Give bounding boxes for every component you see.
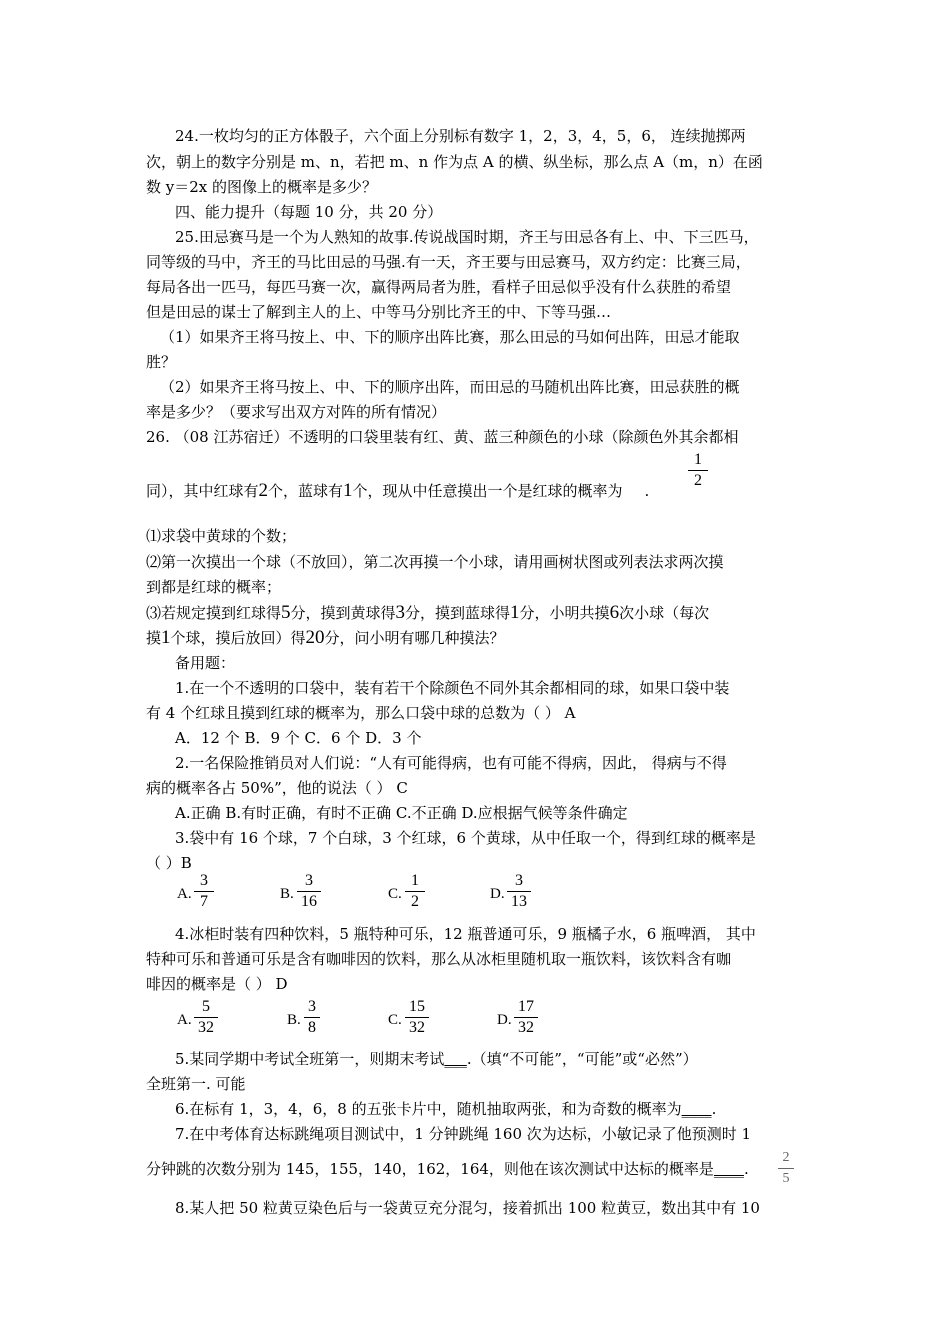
fraction-denominator: 2 [694, 472, 702, 489]
spare-q3-option-a-fraction [194, 872, 214, 911]
fraction-numerator: 15 [409, 998, 425, 1015]
fraction-denominator: 2 [411, 893, 419, 910]
spare-q2-line1: 2.一名保险推销员对人们说：“人有可能得病，也有可能不得病，因此， 得病与不得 [175, 754, 727, 772]
q26-sub3-line1 [146, 603, 709, 623]
q26-number: 20 [305, 627, 325, 648]
fraction-denominator: 7 [200, 893, 208, 910]
fraction-bar [688, 470, 708, 471]
spare-heading: 备用题： [175, 654, 236, 672]
fraction-bar [194, 1017, 218, 1018]
fraction-numerator: 1 [411, 872, 419, 889]
q26-text: 个，蓝球有 [268, 482, 344, 500]
spare-q7-line2 [146, 1159, 749, 1179]
spare-q8-line1: 8.某人把 50 粒黄豆染色后与一袋黄豆充分混匀，接着抓出 100 粒黄豆，数出其中有 10 [175, 1199, 760, 1217]
spare-q6 [175, 1099, 716, 1119]
spare-q7-text: . [743, 1160, 749, 1178]
q24-line1: 24.一枚均匀的正方体骰子，六个面上分别标有数字 1，2，3，4，5，6， 连续抛掷两 [175, 127, 746, 145]
q25-part1-line1: （1）如果齐王将马按上、中、下的顺序出阵比赛，那么田忌的马如何出阵，田忌才能取 [160, 328, 740, 346]
q26-number: 6 [609, 602, 620, 623]
spare-q6-text: 6.在标有 1，3，4，6，8 的五张卡片中，随机抽取两张，和为奇数的概率为 [175, 1100, 682, 1118]
spare-q4-option-b-fraction [304, 998, 320, 1037]
spare-q7-text: 分钟跳的次数分别为 145，155，140，162，164，则他在该次测试中达标的概率是 [146, 1160, 714, 1178]
spare-q3-line1: 3.袋中有 16 个球，7 个白球，3 个红球，6 个黄球，从中任取一个，得到红球的概率是 [175, 829, 756, 847]
answer-blank: ____ [713, 1160, 744, 1178]
answer-blank: ___ [444, 1050, 467, 1068]
spare-q4-option-c-label: C. [388, 1012, 402, 1028]
spare-q4-option-a-fraction [194, 998, 218, 1037]
fraction-numerator: 3 [308, 998, 316, 1015]
q26-text: 个球，摸后放回）得 [170, 629, 306, 647]
q26-sub2-line1: ⑵第一次摸出一个球（不放回），第二次再摸一个小球，请用画树状图或列表法求两次摸 [146, 553, 724, 571]
fraction-bar [405, 891, 425, 892]
q26-red-count: 2 [258, 480, 269, 501]
fraction-numerator: 3 [200, 872, 208, 889]
fraction-bar [405, 1017, 429, 1018]
fraction-numerator: 3 [515, 872, 523, 889]
q25-line4: 但是田忌的谋士了解到主人的上、中等马分别比齐王的中、下等马强… [146, 303, 612, 321]
fraction-denominator: 8 [308, 1019, 316, 1036]
spare-q4-option-a-label: A. [177, 1012, 192, 1028]
q26-number: 5 [281, 602, 291, 623]
q26-blue-count: 1 [343, 480, 353, 501]
fraction-denominator: 32 [198, 1019, 214, 1036]
fraction-bar [507, 891, 531, 892]
fraction-denominator: 13 [511, 893, 527, 910]
q24-line2: 次，朝上的数字分别是 m、n，若把 m、n 作为点 A 的横、纵坐标，那么点 A（m，n）在函 [146, 153, 763, 171]
q26-line1: 26. （08 江苏宿迁）不透明的口袋里装有红、黄、蓝三种颜色的小球（除颜色外其余都相 [146, 428, 739, 446]
spare-q2-line2: 病的概率各占 50%”，他的说法（ ） C [146, 779, 408, 797]
q26-text: 摸 [146, 629, 162, 647]
fraction-bar [304, 1017, 320, 1018]
spare-q5-line2: 全班第一. 可能 [146, 1075, 246, 1093]
spare-q3-option-c-label: C. [388, 886, 402, 902]
spare-q4-option-c-fraction [405, 998, 429, 1037]
spare-q4-option-b-label: B. [287, 1012, 301, 1028]
spare-q4-option-d-fraction [514, 998, 538, 1037]
spare-q1-options: A．12 个 B．9 个 C．6 个 D．3 个 [175, 729, 422, 747]
fraction-numerator: 3 [305, 872, 313, 889]
fraction-bar [297, 891, 321, 892]
q25-part2-line1: （2）如果齐王将马按上、中、下的顺序出阵，而田忌的马随机出阵比赛，田忌获胜的概 [160, 378, 740, 396]
spare-q6-text: . [711, 1100, 717, 1118]
q26-period: . [644, 482, 650, 500]
q26-text: 分，问小明有哪几种摸法？ [324, 629, 505, 647]
fraction-numerator: 2 [782, 1150, 790, 1165]
q26-text: 分，摸到黄球得 [290, 604, 396, 622]
q26-text: 次小球（每次 [619, 604, 710, 622]
q26-number: 1 [510, 602, 520, 623]
spare-q3-option-b-fraction [297, 872, 321, 911]
fraction-bar [194, 891, 214, 892]
spare-q3-option-b-label: B. [280, 886, 294, 902]
q26-sub2-line2: 到都是红球的概率； [146, 578, 282, 596]
q26-text: 个，现从中任意摸出一个是红球的概率为 [352, 482, 623, 500]
answer-blank: ____ [681, 1100, 712, 1118]
spare-q3-line2: （ ）B [146, 854, 192, 872]
fraction-numerator: 1 [694, 451, 702, 468]
spare-q4-line1: 4.冰柜时装有四种饮料，5 瓶特种可乐，12 瓶普通可乐，9 瓶橘子水，6 瓶啤酒， 其中 [175, 925, 756, 943]
q25-part1-line2: 胜？ [146, 353, 177, 371]
spare-q7-answer-fraction [778, 1149, 794, 1188]
q26-sub1: ⑴求袋中黄球的个数； [146, 527, 297, 545]
fraction-denominator: 32 [518, 1019, 534, 1036]
spare-q4-line3: 啡因的概率是（ ） D [146, 975, 288, 993]
section-heading: 四、能力提升（每题 10 分，共 20 分） [175, 203, 443, 221]
spare-q5-text: 5.某同学期中考试全班第一，则期末考试 [175, 1050, 445, 1068]
spare-q1-line2: 有 4 个红球且摸到红球的概率为，那么口袋中球的总数为（ ） A [146, 704, 576, 722]
q26-text: 同），其中红球有 [146, 482, 259, 500]
spare-q3-option-d-fraction [507, 872, 531, 911]
spare-q4-line2: 特种可乐和普通可乐是含有咖啡因的饮料，那么从冰柜里随机取一瓶饮料，该饮料含有咖 [146, 950, 732, 968]
q26-text: 分，摸到蓝球得 [405, 604, 511, 622]
fraction-bar [778, 1168, 794, 1169]
fraction-denominator: 5 [782, 1171, 790, 1186]
fraction-numerator: 5 [202, 998, 210, 1015]
q26-probability-fraction [688, 451, 708, 490]
spare-q1-line1: 1.在一个不透明的口袋中，装有若干个除颜色不同外其余都相同的球，如果口袋中装 [175, 679, 730, 697]
spare-q7-line1: 7.在中考体育达标跳绳项目测试中，1 分钟跳绳 160 次为达标，小敏记录了他预测时 1 [175, 1125, 752, 1143]
spare-q3-option-d-label: D. [490, 886, 505, 902]
fraction-denominator: 16 [301, 893, 317, 910]
spare-q4-option-d-label: D. [497, 1012, 512, 1028]
spare-q3-option-a-label: A. [177, 886, 192, 902]
q26-number: 3 [395, 602, 406, 623]
spare-q5-line1 [175, 1049, 698, 1069]
q24-line3: 数 y＝2x 的图像上的概率是多少？ [146, 178, 378, 196]
fraction-denominator: 32 [409, 1019, 425, 1036]
q26-text: ⑶若规定摸到红球得 [146, 604, 282, 622]
q25-line3: 每局各出一匹马，每匹马赛一次，赢得两局者为胜，看样子田忌似乎没有什么获胜的希望 [146, 278, 732, 296]
q26-number: 1 [161, 627, 171, 648]
q25-part2-line2: 率是多少？（要求写出双方对阵的所有情况） [146, 403, 447, 421]
q25-line2: 同等级的马中，齐王的马比田忌的马强.有一天，齐王要与田忌赛马，双方约定：比赛三局， [146, 253, 751, 271]
q26-text: 分，小明共摸 [519, 604, 610, 622]
spare-q5-text: .（填“不可能”，“可能”或“必然”） [466, 1050, 698, 1068]
spare-q3-option-c-fraction [405, 872, 425, 911]
q26-sub3-line2 [146, 628, 505, 648]
fraction-bar [514, 1017, 538, 1018]
q26-line2 [146, 481, 649, 501]
fraction-numerator: 17 [518, 998, 534, 1015]
q25-line1: 25.田忌赛马是一个为人熟知的故事.传说战国时期，齐王与田忌各有上、中、下三匹马， [175, 228, 759, 246]
spare-q2-options: A.正确 B.有时正确，有时不正确 C.不正确 D.应根据气候等条件确定 [175, 804, 628, 822]
